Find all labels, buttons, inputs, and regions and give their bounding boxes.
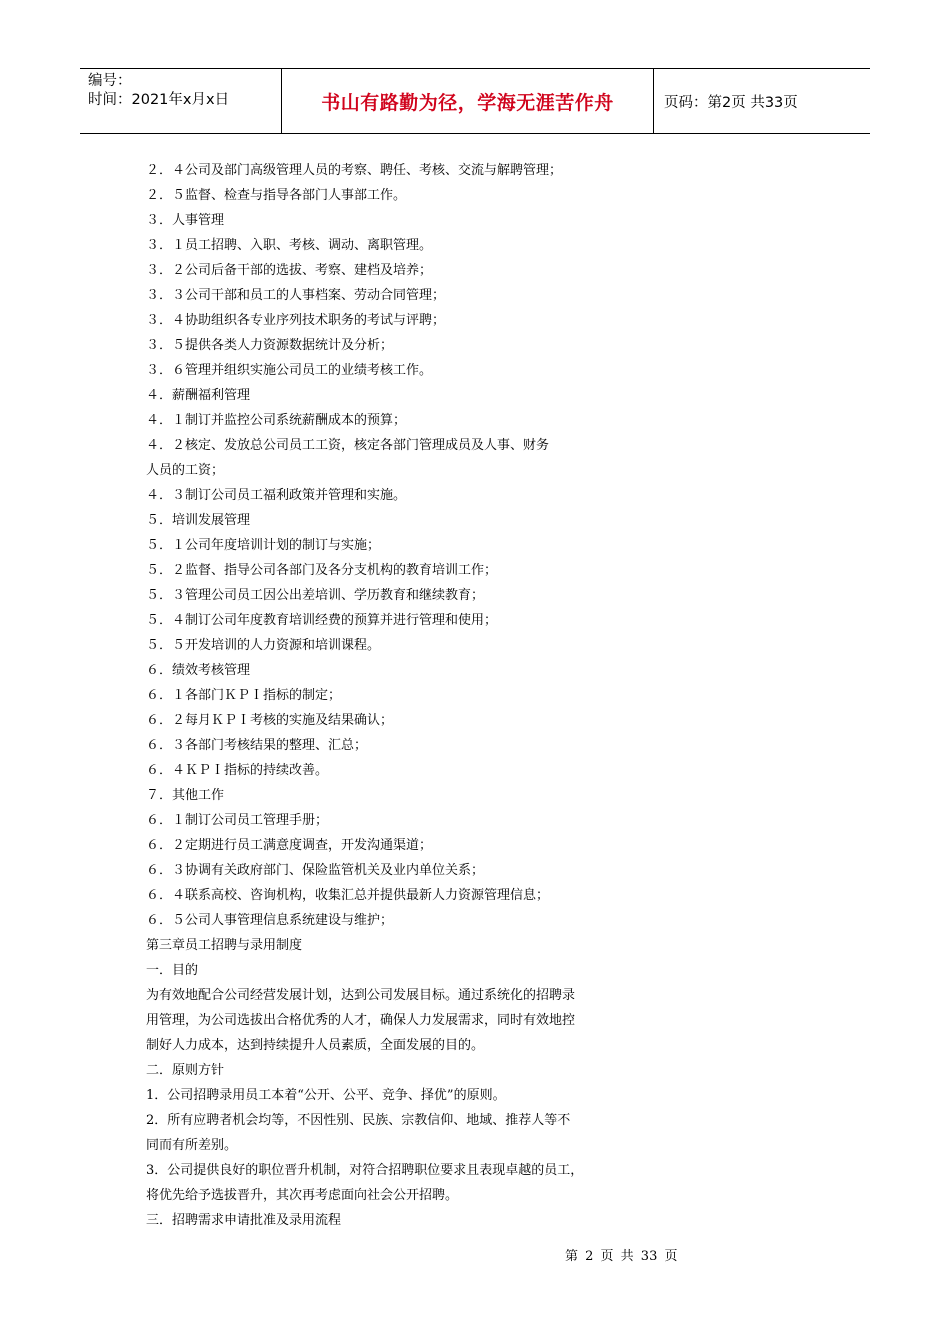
document-number-label: 编号： xyxy=(88,73,132,89)
text-line: ５．３管理公司员工因公出差培训、学历教育和继续教育； xyxy=(146,588,485,603)
text-line: 二．原则方针 xyxy=(146,1063,225,1078)
text-line: ６．５公司人事管理信息系统建设与维护； xyxy=(146,913,394,928)
text-line: ６．１制订公司员工管理手册； xyxy=(146,813,329,828)
text-line: ６．３协调有关政府部门、保险监管机关及业内单位关系； xyxy=(146,863,485,878)
text-line: ３．３公司干部和员工的人事档案、劳动合同管理； xyxy=(146,288,446,303)
text-line: ５．４制订公司年度教育培训经费的预算并进行管理和使用； xyxy=(146,613,498,628)
document-time-label: 时间：2021年x月x日 xyxy=(88,92,230,108)
text-line: ３．６管理并组织实施公司员工的业绩考核工作。 xyxy=(146,363,433,378)
text-line: ５．５开发培训的人力资源和培训课程。 xyxy=(146,638,381,653)
text-line: ４．３制订公司员工福利政策并管理和实施。 xyxy=(146,488,407,503)
text-line: 人员的工资； xyxy=(146,463,225,478)
text-line: ５．培训发展管理 xyxy=(146,513,251,528)
text-line: ７．其他工作 xyxy=(146,788,225,803)
text-line: ６．４ＫＰＩ指标的持续改善。 xyxy=(146,763,329,778)
text-line: 2．所有应聘者机会均等，不因性别、民族、宗教信仰、地域、推荐人等不 xyxy=(146,1113,571,1128)
text-line: ４．２核定、发放总公司员工工资，核定各部门管理成员及人事、财务 xyxy=(146,438,550,453)
text-line: 用管理，为公司选拔出合格优秀的人才，确保人力发展需求，同时有效地控 xyxy=(146,1013,576,1028)
text-line: ２．４公司及部门高级管理人员的考察、聘任、考核、交流与解聘管理； xyxy=(146,163,563,178)
text-line: ６．３各部门考核结果的整理、汇总； xyxy=(146,738,368,753)
text-line: ６．２每月ＫＰＩ考核的实施及结果确认； xyxy=(146,713,394,728)
text-line: ６．绩效考核管理 xyxy=(146,663,251,678)
text-line: ４．１制订并监控公司系统薪酬成本的预算； xyxy=(146,413,407,428)
text-line: 1．公司招聘录用员工本着“公开、公平、竞争、择优”的原则。 xyxy=(146,1088,506,1103)
header-motto: 书山有路勤为径，学海无涯苦作舟 xyxy=(282,69,654,133)
text-line: 一．目的 xyxy=(146,963,199,978)
text-line: 同而有所差别。 xyxy=(146,1138,238,1153)
text-line: ５．２监督、指导公司各部门及各分支机构的教育培训工作； xyxy=(146,563,498,578)
text-line: ６．１各部门ＫＰＩ指标的制定； xyxy=(146,688,342,703)
text-line: 3．公司提供良好的职位晋升机制，对符合招聘职位要求且表现卓越的员工， xyxy=(146,1163,584,1178)
header-meta xyxy=(80,69,282,133)
text-line: ３．４协助组织各专业序列技术职务的考试与评聘； xyxy=(146,313,446,328)
text-line: 三．招聘需求申请批准及录用流程 xyxy=(146,1213,342,1228)
text-line: ６．４联系高校、咨询机构，收集汇总并提供最新人力资源管理信息； xyxy=(146,888,550,903)
page-header xyxy=(80,68,870,134)
text-line: ６．２定期进行员工满意度调查，开发沟通渠道； xyxy=(146,838,433,853)
text-line: 将优先给予选拔晋升，其次再考虑面向社会公开招聘。 xyxy=(146,1188,459,1203)
text-line: ３．１员工招聘、入职、考核、调动、离职管理。 xyxy=(146,238,433,253)
text-line: ２．５监督、检查与指导各部门人事部工作。 xyxy=(146,188,407,203)
page-footer: 第 2 页 共 33 页 xyxy=(565,1249,678,1264)
text-line: 为有效地配合公司经营发展计划，达到公司发展目标。通过系统化的招聘录 xyxy=(146,988,576,1003)
text-line: ４．薪酬福利管理 xyxy=(146,388,251,403)
text-line: ３．２公司后备干部的选拔、考察、建档及培养； xyxy=(146,263,433,278)
text-line: ３．５提供各类人力资源数据统计及分析； xyxy=(146,338,394,353)
text-line: ５．１公司年度培训计划的制订与实施； xyxy=(146,538,381,553)
document-body xyxy=(146,158,626,1233)
text-line: 第三章员工招聘与录用制度 xyxy=(146,938,303,953)
header-page-info: 页码：第2页 共33页 xyxy=(664,94,798,111)
text-line: ３．人事管理 xyxy=(146,213,225,228)
text-line: 制好人力成本，达到持续提升人员素质，全面发展的目的。 xyxy=(146,1038,485,1053)
